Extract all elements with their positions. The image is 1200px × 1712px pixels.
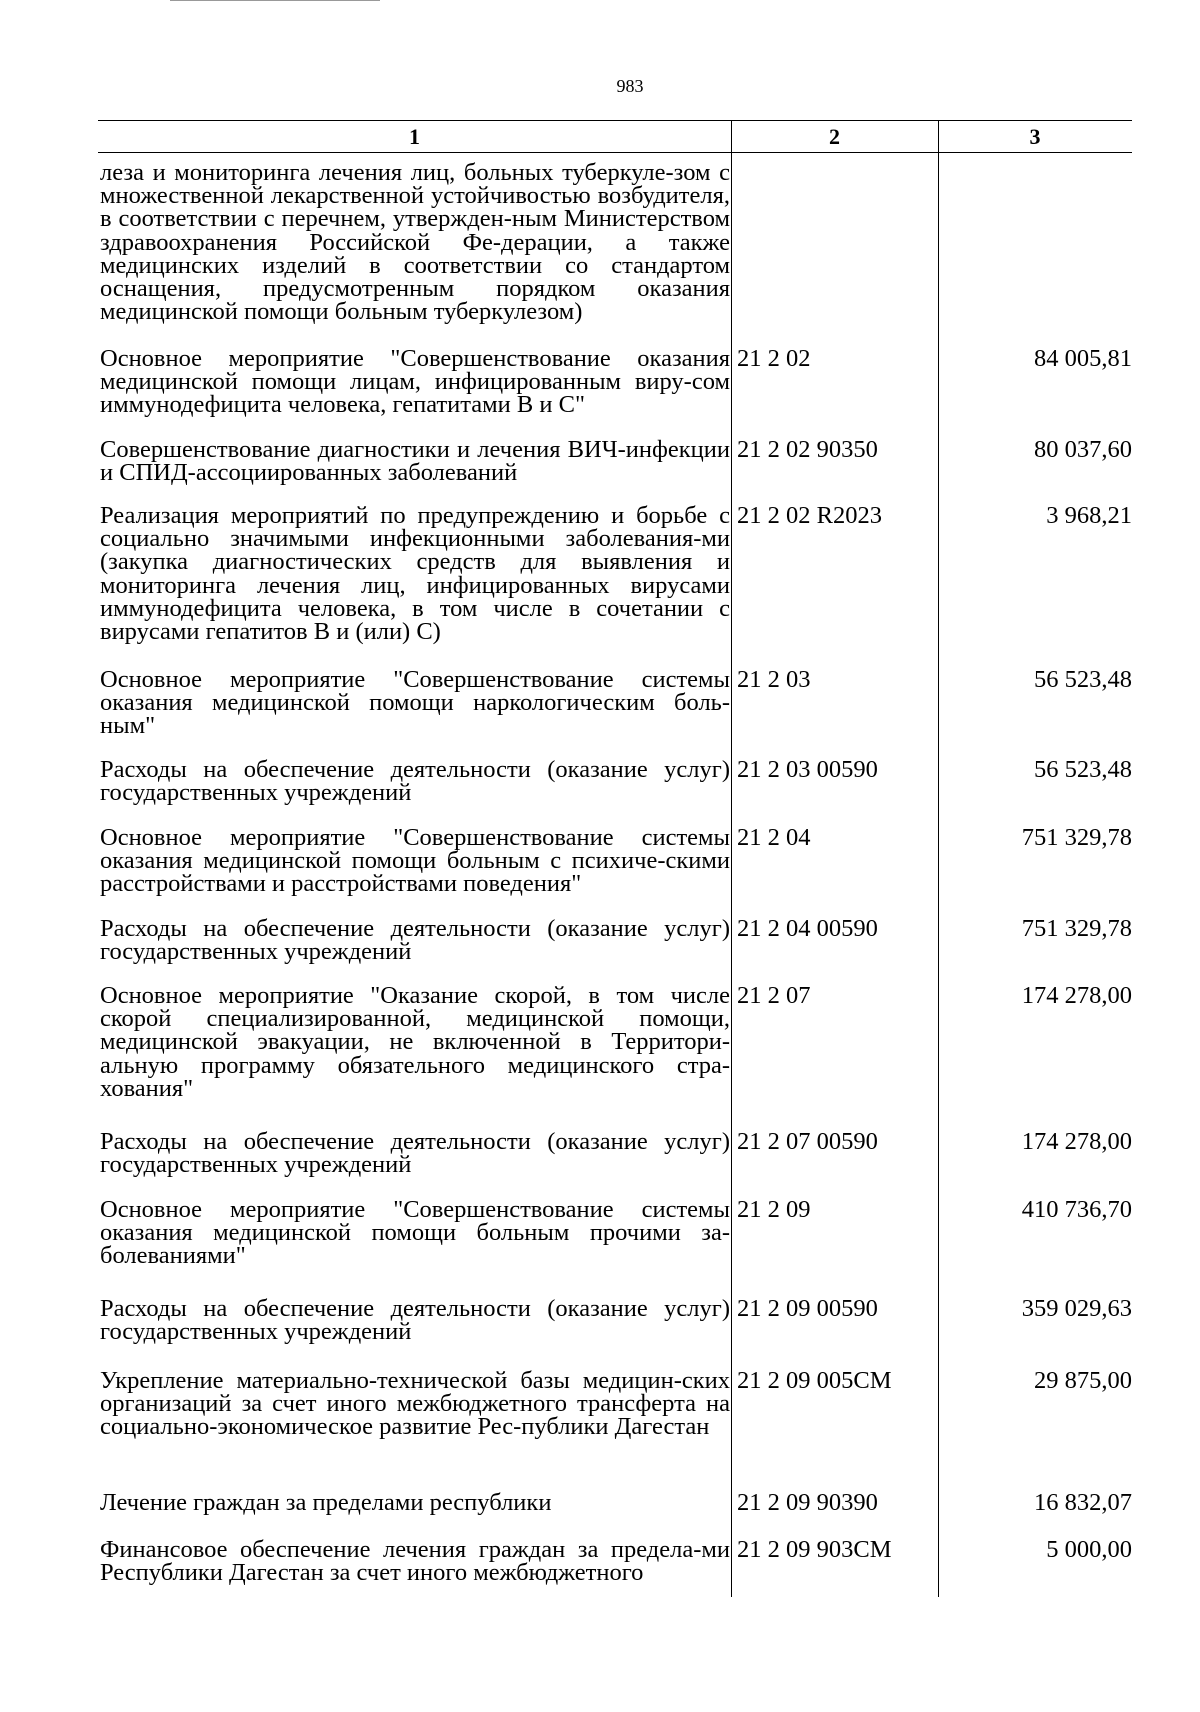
row-description: Реализация мероприятий по предупреждению и борьбе с социально значимыми инфекционными заболевания-ми (закупка диагностических средств для выявления и мониторинга лечения лиц, инфицированных вирусами иммунодефицита человека, в том числе в сочетании с вирусами гепатитов В и (или) С) <box>100 502 730 646</box>
row-code: 21 2 02 <box>737 345 811 372</box>
row-amount: 174 278,00 <box>1021 1128 1132 1155</box>
row-description: Укрепление материально-технической базы медицин-ских организаций за счет иного межбюджетного трансферта на социально-экономическое развитие Рес-публики Дагестан <box>100 1367 730 1441</box>
row-amount: 80 037,60 <box>1034 436 1132 463</box>
row-amount: 84 005,81 <box>1034 345 1132 372</box>
row-code: 21 2 09 005СМ <box>737 1367 892 1394</box>
row-code: 21 2 04 00590 <box>737 915 878 942</box>
row-code: 21 2 07 00590 <box>737 1128 878 1155</box>
row-amount: 56 523,48 <box>1034 756 1132 783</box>
row-code: 21 2 09 903СМ <box>737 1536 892 1563</box>
column-header-1: 1 <box>409 124 420 149</box>
row-amount: 751 329,78 <box>1021 824 1132 851</box>
row-amount: 359 029,63 <box>1021 1295 1132 1322</box>
row-description: Расходы на обеспечение деятельности (оказание услуг) государственных учреждений <box>100 756 730 807</box>
row-code: 21 2 02 90350 <box>737 436 878 463</box>
column-divider-1 <box>731 120 732 1597</box>
row-code: 21 2 03 <box>737 666 811 693</box>
row-amount: 5 000,00 <box>1046 1536 1132 1563</box>
row-code: 21 2 09 <box>737 1196 811 1223</box>
row-amount: 751 329,78 <box>1021 915 1132 942</box>
scan-edge-mark <box>170 0 380 1</box>
row-amount: 29 875,00 <box>1034 1367 1132 1394</box>
row-amount: 56 523,48 <box>1034 666 1132 693</box>
row-amount: 3 968,21 <box>1046 502 1132 529</box>
row-description: Основное мероприятие "Совершенствование оказания медицинской помощи лицам, инфицированным виру-сом иммунодефицита человека, гепатитами В и С" <box>100 345 730 419</box>
column-header-3: 3 <box>1029 124 1041 149</box>
row-code: 21 2 03 00590 <box>737 756 878 783</box>
table-header-border <box>98 152 1132 153</box>
row-code: 21 2 09 90390 <box>737 1489 878 1516</box>
page-number: 983 <box>616 76 644 96</box>
row-description: Основное мероприятие "Оказание скорой, в том числе скорой специализированной, медицинской помощи, медицинской эвакуации, не включенной в Территори-альную программу обязательного медицинского стра-хования" <box>100 982 730 1102</box>
row-description: леза и мониторинга лечения лиц, больных туберкуле-зом с множественной лекарственной устойчивостью возбудителя, в соответствии с перечнем, утвержден-ным Министерством здравоохранения Российской Фе-дерации, а также медицинских изделий в соответствии со стандартом оснащения, предусмотренным порядком оказания медицинской помощи больным туберкулезом) <box>100 159 730 326</box>
row-description: Основное мероприятие "Совершенствование системы оказания медицинской помощи наркологическим боль-ным" <box>100 666 730 740</box>
table-top-border <box>98 120 1132 121</box>
row-code: 21 2 02 R2023 <box>737 502 882 529</box>
row-description: Финансовое обеспечение лечения граждан за предела-ми Республики Дагестан за счет иного межбюджетного <box>100 1536 730 1587</box>
row-code: 21 2 04 <box>737 824 811 851</box>
row-description: Совершенствование диагностики и лечения ВИЧ-инфекции и СПИД-ассоциированных заболеваний <box>100 436 730 487</box>
row-description: Расходы на обеспечение деятельности (оказание услуг) государственных учреждений <box>100 915 730 966</box>
row-amount: 174 278,00 <box>1021 982 1132 1009</box>
row-description: Основное мероприятие "Совершенствование системы оказания медицинской помощи больным прочими за-болеваниями" <box>100 1196 730 1270</box>
row-code: 21 2 09 00590 <box>737 1295 878 1322</box>
row-code: 21 2 07 <box>737 982 811 1009</box>
row-description: Основное мероприятие "Совершенствование системы оказания медицинской помощи больным с психиче-скими расстройствами и расстройствами поведения" <box>100 824 730 898</box>
row-amount: 410 736,70 <box>1021 1196 1132 1223</box>
row-description: Лечение граждан за пределами республики <box>100 1489 552 1516</box>
row-description: Расходы на обеспечение деятельности (оказание услуг) государственных учреждений <box>100 1295 730 1346</box>
column-header-2: 2 <box>829 124 840 149</box>
row-amount: 16 832,07 <box>1034 1489 1132 1516</box>
row-description: Расходы на обеспечение деятельности (оказание услуг) государственных учреждений <box>100 1128 730 1179</box>
column-divider-2 <box>938 120 939 1597</box>
